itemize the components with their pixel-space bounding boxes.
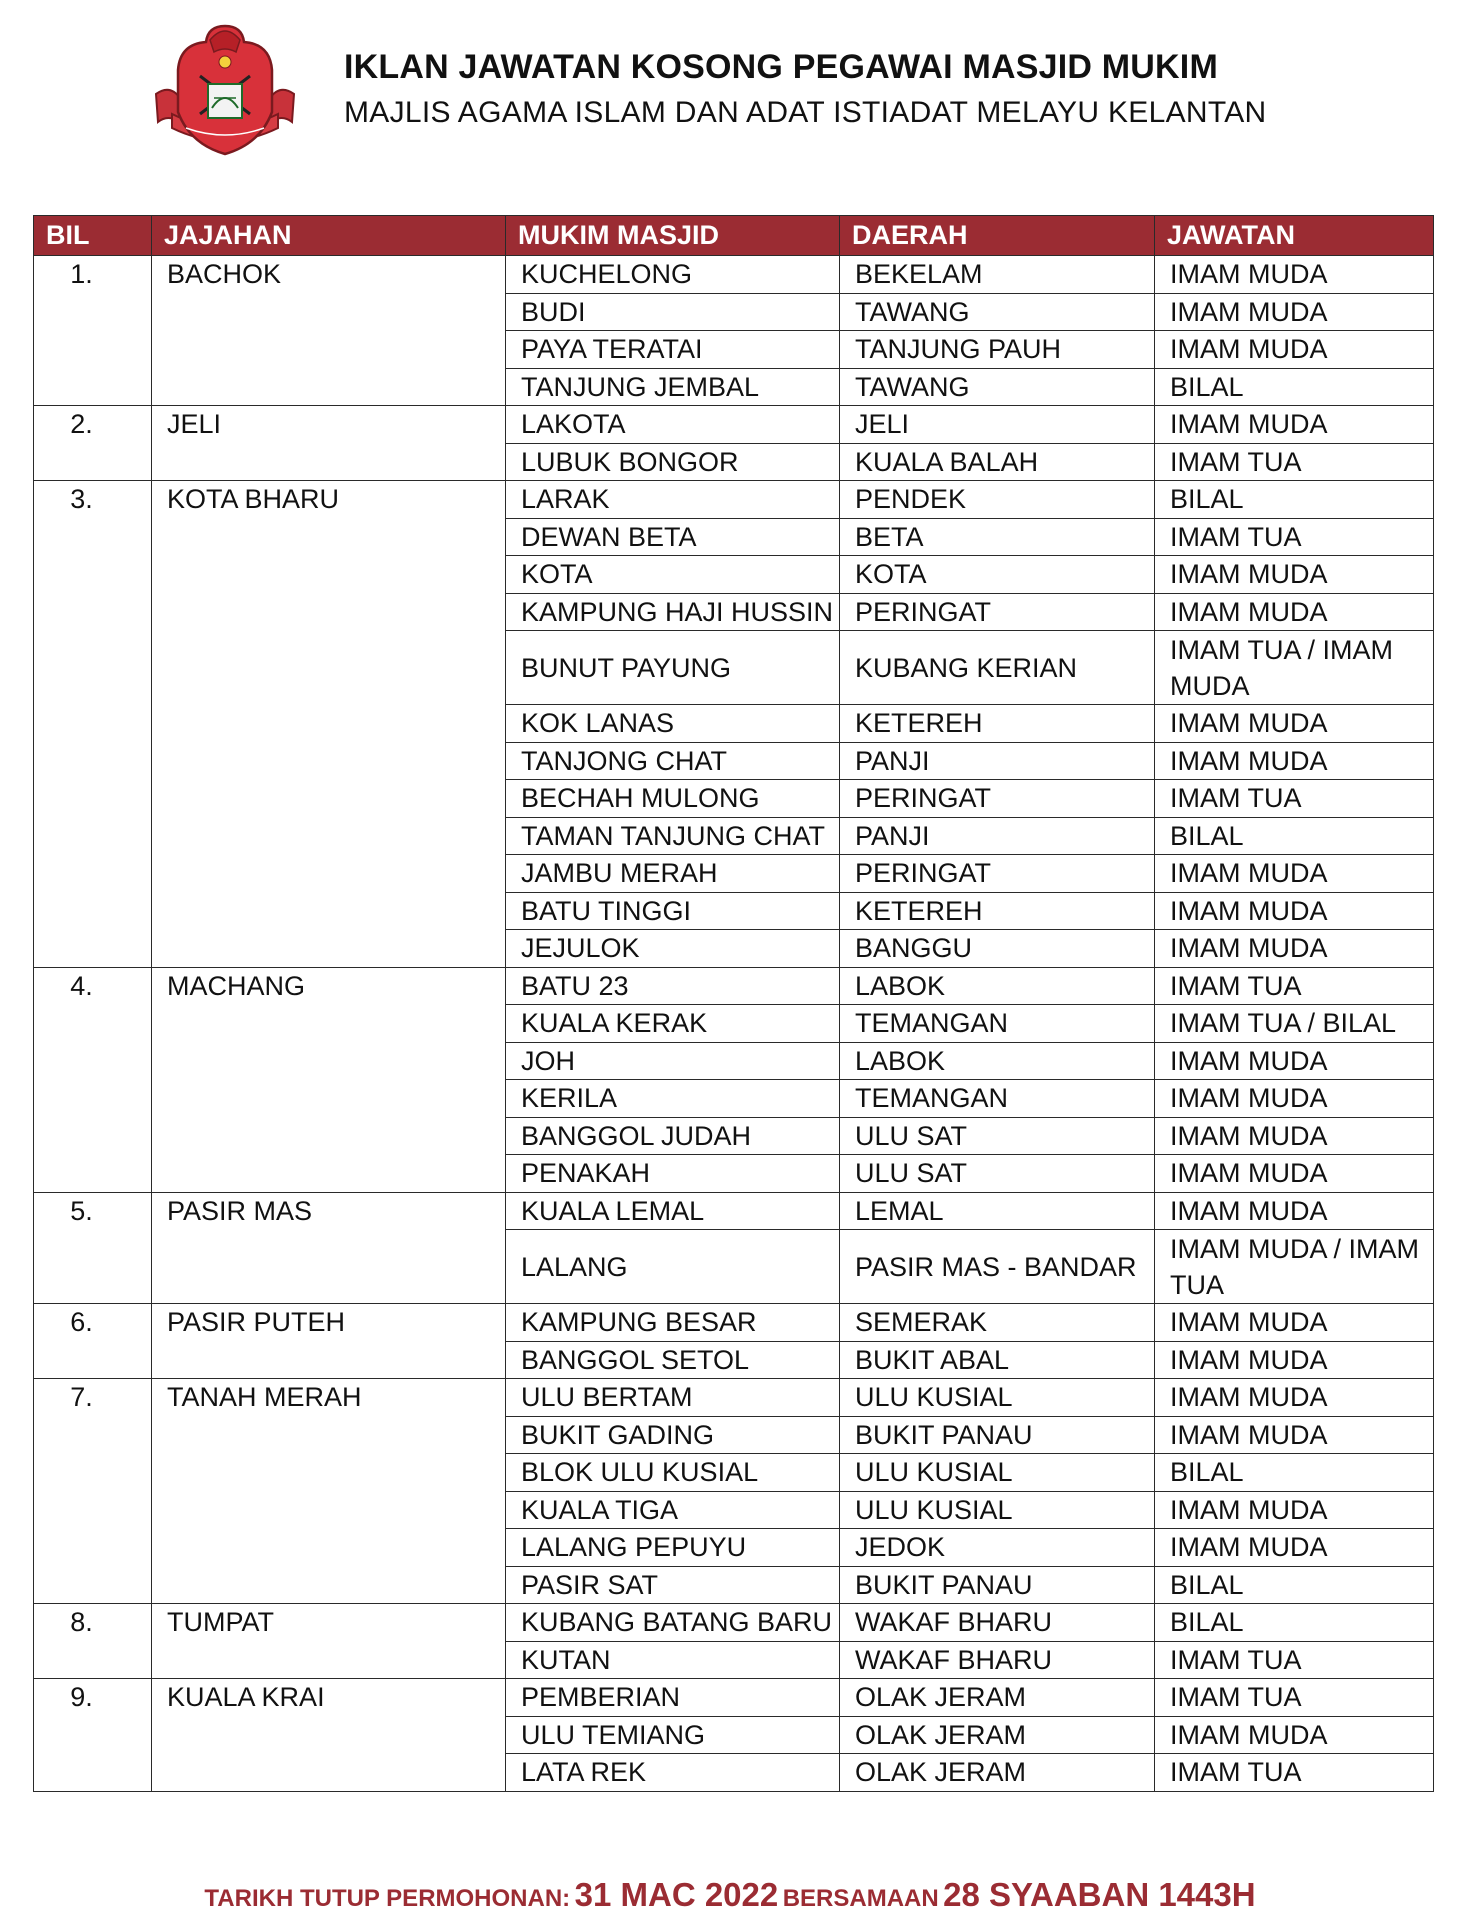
daerah-cell: WAKAF BHARU — [840, 1604, 1155, 1642]
jawatan-cell: IMAM TUA — [1155, 967, 1434, 1005]
maik-crest-icon — [150, 18, 300, 160]
mukim-cell: KUCHELONG — [506, 256, 840, 294]
daerah-cell: LABOK — [840, 1042, 1155, 1080]
daerah-cell: ULU SAT — [840, 1117, 1155, 1155]
jawatan-cell: BILAL — [1155, 368, 1434, 406]
jajahan-cell: MACHANG — [152, 967, 506, 1192]
jajahan-cell: KUALA KRAI — [152, 1679, 506, 1792]
daerah-cell: ULU KUSIAL — [840, 1454, 1155, 1492]
mukim-cell: BUDI — [506, 293, 840, 331]
mukim-cell: PAYA TERATAI — [506, 331, 840, 369]
daerah-cell: OLAK JERAM — [840, 1716, 1155, 1754]
bil-cell: 6. — [34, 1304, 152, 1379]
jawatan-cell: IMAM MUDA — [1155, 1341, 1434, 1379]
jawatan-cell: IMAM MUDA — [1155, 855, 1434, 893]
table-row — [34, 1379, 1434, 1417]
jawatan-cell: IMAM TUA — [1155, 1754, 1434, 1792]
bil-cell: 7. — [34, 1379, 152, 1604]
mukim-cell: LARAK — [506, 481, 840, 519]
mukim-cell: BUKIT GADING — [506, 1416, 840, 1454]
mukim-cell: BECHAH MULONG — [506, 780, 840, 818]
jawatan-cell: IMAM MUDA — [1155, 1416, 1434, 1454]
table-row — [34, 256, 1434, 294]
daerah-cell: PERINGAT — [840, 855, 1155, 893]
mukim-cell: KUBANG BATANG BARU — [506, 1604, 840, 1642]
mukim-cell: KAMPUNG HAJI HUSSIN — [506, 593, 840, 631]
daerah-cell: OLAK JERAM — [840, 1679, 1155, 1717]
mukim-cell: ULU BERTAM — [506, 1379, 840, 1417]
mukim-cell: BUNUT PAYUNG — [506, 631, 840, 705]
daerah-cell: ULU SAT — [840, 1155, 1155, 1193]
jawatan-cell: IMAM TUA — [1155, 443, 1434, 481]
jawatan-cell: IMAM TUA — [1155, 1679, 1434, 1717]
jawatan-cell: IMAM MUDA — [1155, 406, 1434, 444]
column-header: BIL — [34, 216, 152, 256]
page-title: IKLAN JAWATAN KOSONG PEGAWAI MASJID MUKIM — [344, 48, 1218, 86]
daerah-cell: PANJI — [840, 742, 1155, 780]
mukim-cell: KUALA TIGA — [506, 1491, 840, 1529]
daerah-cell: BUKIT ABAL — [840, 1341, 1155, 1379]
table-row — [34, 1304, 1434, 1342]
document-header — [0, 0, 1460, 200]
mukim-cell: PEMBERIAN — [506, 1679, 840, 1717]
table-header — [34, 216, 1434, 256]
daerah-cell: PANJI — [840, 817, 1155, 855]
jawatan-cell: IMAM MUDA — [1155, 930, 1434, 968]
table-row — [34, 967, 1434, 1005]
jawatan-cell: IMAM TUA / IMAM MUDA — [1155, 631, 1434, 705]
daerah-cell: PERINGAT — [840, 593, 1155, 631]
jajahan-cell: BACHOK — [152, 256, 506, 406]
mukim-cell: BANGGOL JUDAH — [506, 1117, 840, 1155]
mukim-cell: JOH — [506, 1042, 840, 1080]
daerah-cell: KETEREH — [840, 705, 1155, 743]
daerah-cell: PASIR MAS - BANDAR — [840, 1230, 1155, 1304]
daerah-cell: KETEREH — [840, 892, 1155, 930]
daerah-cell: JEDOK — [840, 1529, 1155, 1567]
daerah-cell: KUBANG KERIAN — [840, 631, 1155, 705]
mukim-cell: LAKOTA — [506, 406, 840, 444]
closing-date-label: TARIKH TUTUP PERMOHONAN: — [204, 1885, 571, 1912]
mukim-cell: LALANG PEPUYU — [506, 1529, 840, 1567]
jawatan-cell: IMAM MUDA — [1155, 1192, 1434, 1230]
mukim-cell: BLOK ULU KUSIAL — [506, 1454, 840, 1492]
mukim-cell: KUALA LEMAL — [506, 1192, 840, 1230]
mukim-cell: BANGGOL SETOL — [506, 1341, 840, 1379]
bil-cell: 8. — [34, 1604, 152, 1679]
jawatan-cell: IMAM MUDA — [1155, 742, 1434, 780]
closing-date-line — [0, 1876, 1460, 1914]
mukim-cell: KUALA KERAK — [506, 1005, 840, 1043]
mukim-cell: KOTA — [506, 556, 840, 594]
table-row — [34, 406, 1434, 444]
mukim-cell: JAMBU MERAH — [506, 855, 840, 893]
jawatan-cell: IMAM MUDA — [1155, 593, 1434, 631]
mukim-cell: PENAKAH — [506, 1155, 840, 1193]
mukim-cell: JEJULOK — [506, 930, 840, 968]
closing-date-hijri: 28 SYAABAN 1443H — [943, 1876, 1256, 1913]
bil-cell: 9. — [34, 1679, 152, 1792]
daerah-cell: BEKELAM — [840, 256, 1155, 294]
jawatan-cell: IMAM MUDA — [1155, 892, 1434, 930]
jawatan-cell: IMAM MUDA — [1155, 705, 1434, 743]
jawatan-cell: IMAM TUA — [1155, 1641, 1434, 1679]
mukim-cell: LUBUK BONGOR — [506, 443, 840, 481]
daerah-cell: PENDEK — [840, 481, 1155, 519]
daerah-cell: ULU KUSIAL — [840, 1379, 1155, 1417]
daerah-cell: TEMANGAN — [840, 1005, 1155, 1043]
mukim-cell: BATU 23 — [506, 967, 840, 1005]
jajahan-cell: PASIR PUTEH — [152, 1304, 506, 1379]
jawatan-cell: IMAM TUA — [1155, 518, 1434, 556]
column-header: DAERAH — [840, 216, 1155, 256]
column-header: JAWATAN — [1155, 216, 1434, 256]
bil-cell: 4. — [34, 967, 152, 1192]
mukim-cell: TAMAN TANJUNG CHAT — [506, 817, 840, 855]
jajahan-cell: JELI — [152, 406, 506, 481]
jawatan-cell: IMAM TUA — [1155, 780, 1434, 818]
daerah-cell: OLAK JERAM — [840, 1754, 1155, 1792]
mukim-cell: ULU TEMIANG — [506, 1716, 840, 1754]
mukim-cell: DEWAN BETA — [506, 518, 840, 556]
mukim-cell: KERILA — [506, 1080, 840, 1118]
mukim-cell: KUTAN — [506, 1641, 840, 1679]
jawatan-cell: IMAM MUDA — [1155, 1304, 1434, 1342]
daerah-cell: KOTA — [840, 556, 1155, 594]
jajahan-cell: TANAH MERAH — [152, 1379, 506, 1604]
jawatan-cell: IMAM TUA / BILAL — [1155, 1005, 1434, 1043]
jawatan-cell: BILAL — [1155, 1566, 1434, 1604]
column-header: JAJAHAN — [152, 216, 506, 256]
daerah-cell: TEMANGAN — [840, 1080, 1155, 1118]
jawatan-cell: IMAM MUDA — [1155, 1529, 1434, 1567]
jajahan-cell: KOTA BHARU — [152, 481, 506, 968]
closing-date-connector: BERSAMAAN — [782, 1885, 939, 1912]
jawatan-cell: IMAM MUDA — [1155, 293, 1434, 331]
daerah-cell: KUALA BALAH — [840, 443, 1155, 481]
jawatan-cell: BILAL — [1155, 1454, 1434, 1492]
bil-cell: 1. — [34, 256, 152, 406]
vacancy-table — [33, 215, 1434, 1792]
jawatan-cell: IMAM MUDA — [1155, 1491, 1434, 1529]
mukim-cell: TANJUNG JEMBAL — [506, 368, 840, 406]
jawatan-cell: IMAM MUDA — [1155, 1379, 1434, 1417]
daerah-cell: TANJUNG PAUH — [840, 331, 1155, 369]
jawatan-cell: IMAM MUDA — [1155, 1117, 1434, 1155]
jawatan-cell: IMAM MUDA — [1155, 556, 1434, 594]
daerah-cell: ULU KUSIAL — [840, 1491, 1155, 1529]
jawatan-cell: IMAM MUDA — [1155, 1080, 1434, 1118]
mukim-cell: PASIR SAT — [506, 1566, 840, 1604]
closing-date-value: 31 MAC 2022 — [574, 1876, 779, 1913]
daerah-cell: SEMERAK — [840, 1304, 1155, 1342]
jawatan-cell: BILAL — [1155, 817, 1434, 855]
jawatan-cell: IMAM MUDA — [1155, 1155, 1434, 1193]
bil-cell: 5. — [34, 1192, 152, 1304]
jawatan-cell: IMAM MUDA / IMAM TUA — [1155, 1230, 1434, 1304]
jawatan-cell: IMAM MUDA — [1155, 331, 1434, 369]
table-row — [34, 1192, 1434, 1230]
mukim-cell: LATA REK — [506, 1754, 840, 1792]
mukim-cell: KAMPUNG BESAR — [506, 1304, 840, 1342]
jajahan-cell: TUMPAT — [152, 1604, 506, 1679]
jawatan-cell: IMAM MUDA — [1155, 1042, 1434, 1080]
daerah-cell: TAWANG — [840, 293, 1155, 331]
bil-cell: 3. — [34, 481, 152, 968]
jawatan-cell: IMAM MUDA — [1155, 256, 1434, 294]
jawatan-cell: BILAL — [1155, 1604, 1434, 1642]
daerah-cell: BUKIT PANAU — [840, 1566, 1155, 1604]
mukim-cell: KOK LANAS — [506, 705, 840, 743]
daerah-cell: BETA — [840, 518, 1155, 556]
daerah-cell: BUKIT PANAU — [840, 1416, 1155, 1454]
mukim-cell: TANJONG CHAT — [506, 742, 840, 780]
daerah-cell: TAWANG — [840, 368, 1155, 406]
jajahan-cell: PASIR MAS — [152, 1192, 506, 1304]
jawatan-cell: BILAL — [1155, 481, 1434, 519]
daerah-cell: BANGGU — [840, 930, 1155, 968]
column-header: MUKIM MASJID — [506, 216, 840, 256]
page-subtitle: MAJLIS AGAMA ISLAM DAN ADAT ISTIADAT MELAYU KELANTAN — [344, 96, 1267, 129]
daerah-cell: PERINGAT — [840, 780, 1155, 818]
table-row — [34, 481, 1434, 519]
bil-cell: 2. — [34, 406, 152, 481]
daerah-cell: JELI — [840, 406, 1155, 444]
jawatan-cell: IMAM MUDA — [1155, 1716, 1434, 1754]
daerah-cell: LEMAL — [840, 1192, 1155, 1230]
daerah-cell: LABOK — [840, 967, 1155, 1005]
mukim-cell: LALANG — [506, 1230, 840, 1304]
table-row — [34, 1604, 1434, 1642]
mukim-cell: BATU TINGGI — [506, 892, 840, 930]
table-body — [34, 256, 1434, 1792]
daerah-cell: WAKAF BHARU — [840, 1641, 1155, 1679]
table-row — [34, 1679, 1434, 1717]
